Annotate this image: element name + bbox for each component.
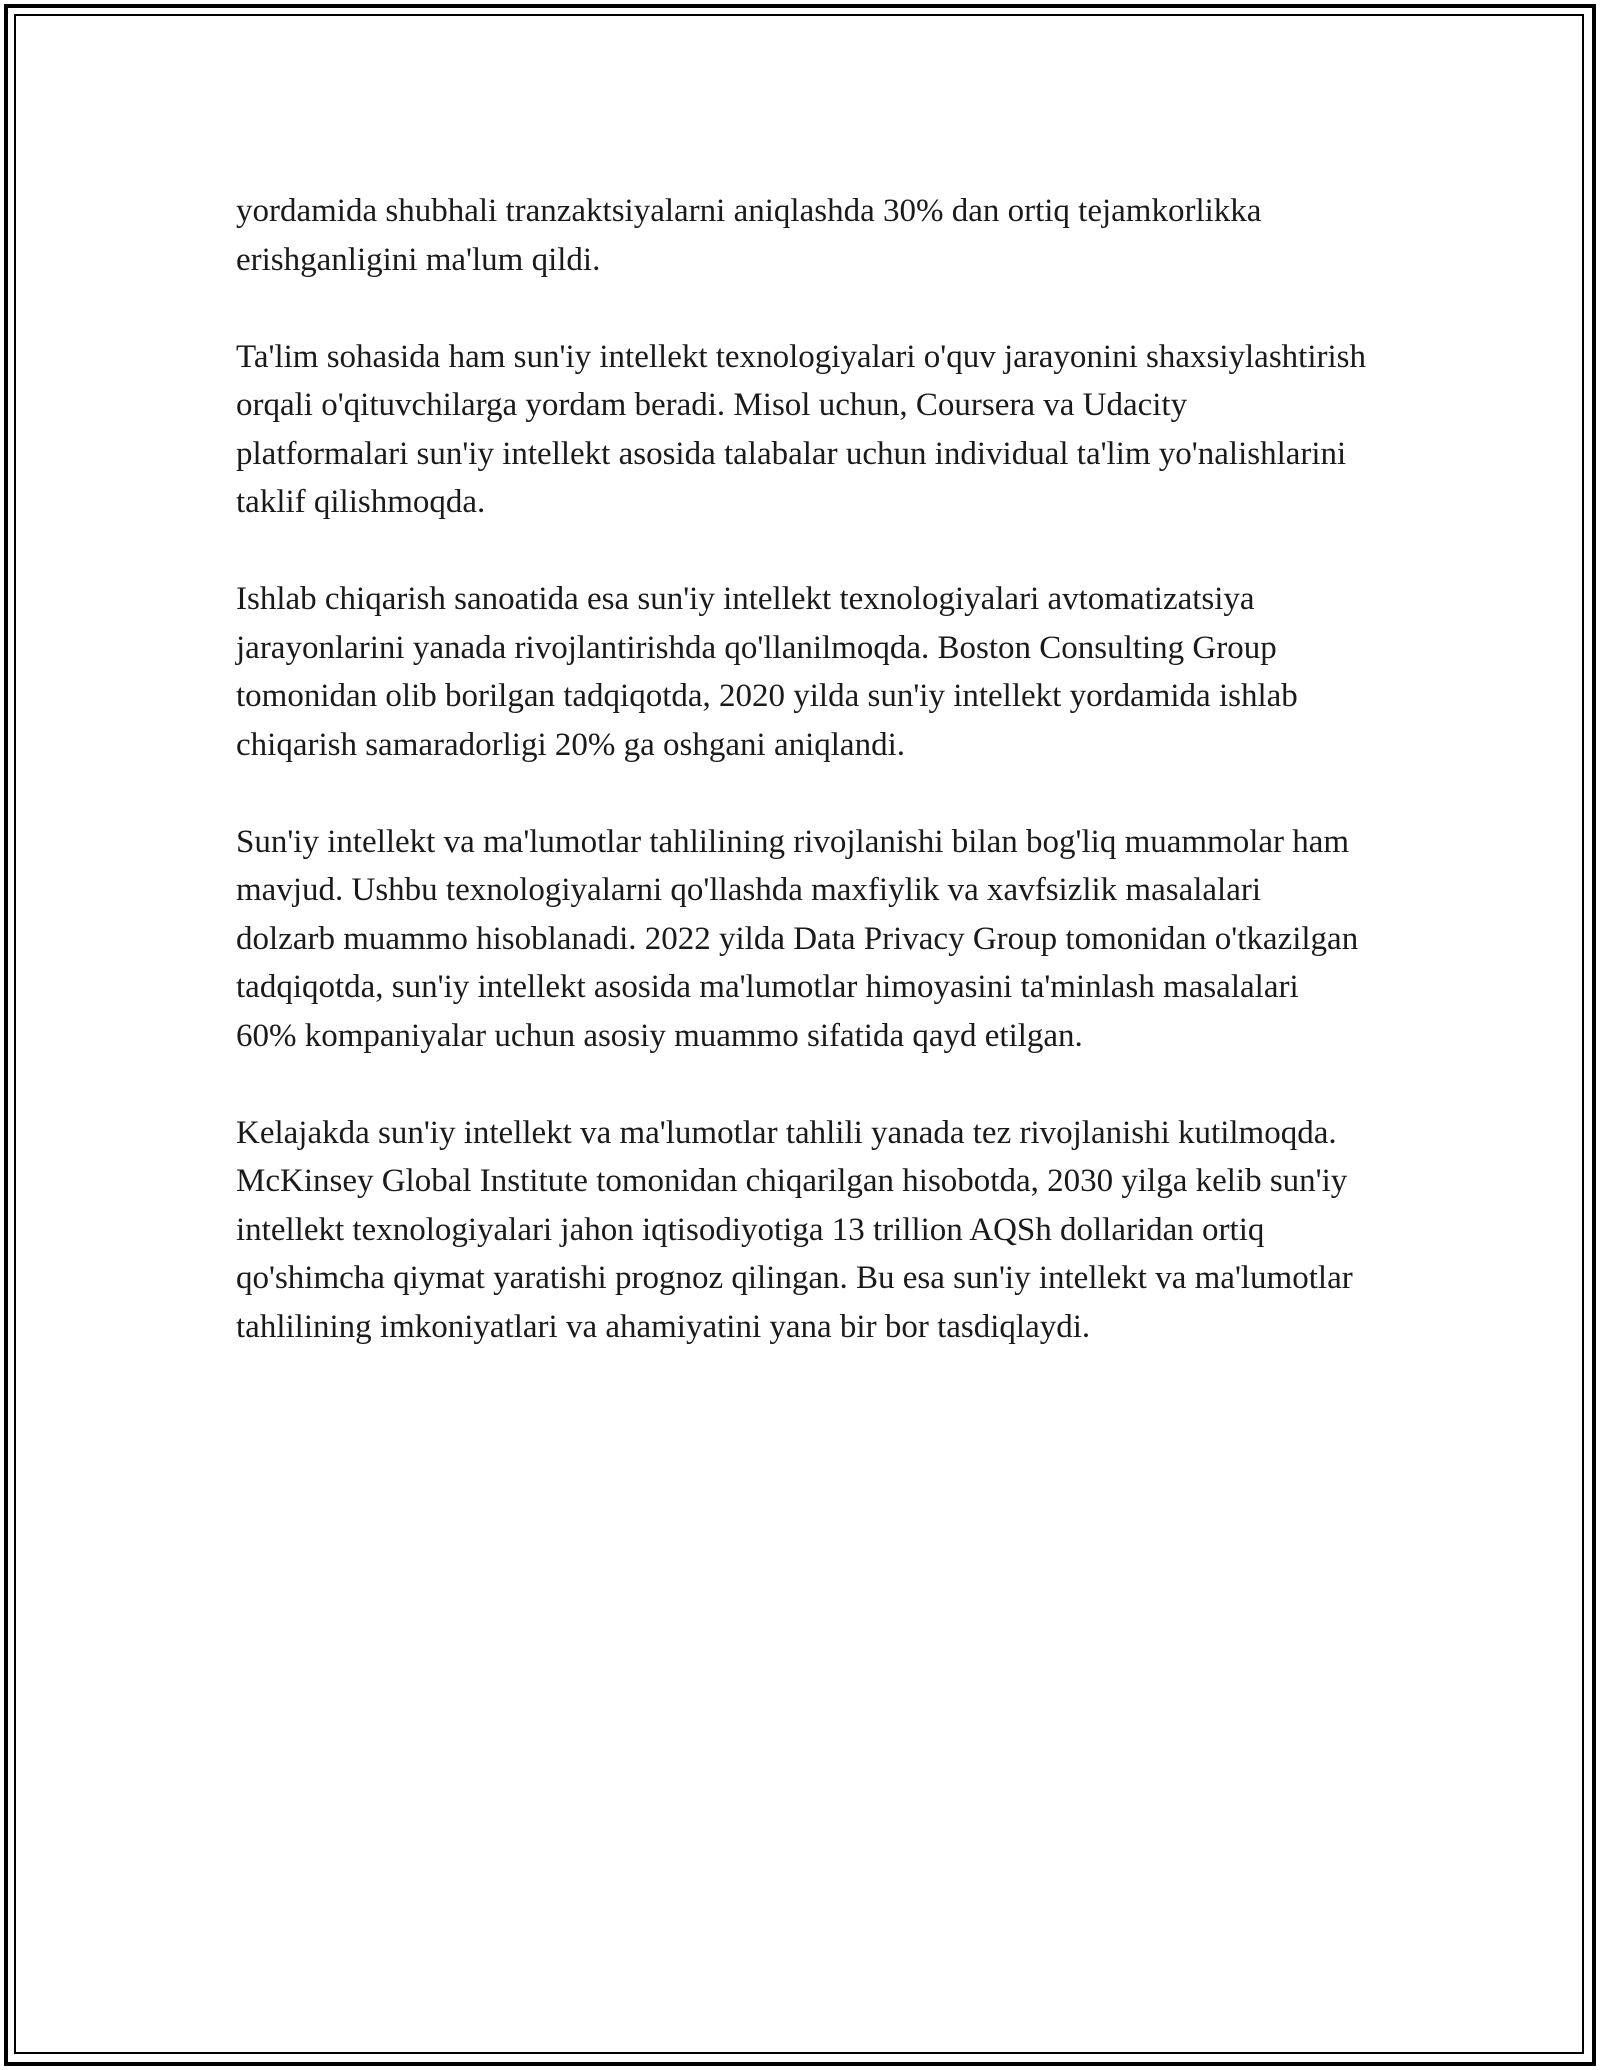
paragraph-manufacturing: Ishlab chiqarish sanoatida esa sun'iy intellekt texnologiyalari avtomatizatsiya jarayonlarini yanada rivojlantirishda qo'llanilmoqda. Boston Consulting Group tomonidan olib borilgan tadqiqotda, 2020 yilda sun'iy intellekt yordamida ishlab chiqarish samaradorligi 20% ga oshgani aniqlandi. <box>236 581 1298 763</box>
paragraph-fraud-detection: yordamida shubhali tranzaktsiyalarni aniqlashda 30% dan ortiq tejamkorlikka erishganligini ma'lum qildi. <box>236 193 1262 278</box>
paragraph-education: Ta'lim sohasida ham sun'iy intellekt texnologiyalari o'quv jarayonini shaxsiylashtirish orqali o'qituvchilarga yordam beradi. Misol uchun, Coursera va Udacity platformalari sun'iy intellekt asosida talabalar uchun individual ta'lim yo'nalishlarini taklif qilishmoqda. <box>236 338 1367 520</box>
document-body <box>236 187 1366 1400</box>
paragraph-privacy-challenges: Sun'iy intellekt va ma'lumotlar tahlilining rivojlanishi bilan bog'liq muammolar ham mavjud. Ushbu texnologiyalarni qo'llashda maxfiylik va xavfsizlik masalalari dolzarb muammo hisoblanadi. 2022 yilda Data Privacy Group tomonidan o'tkazilgan tadqiqotda, sun'iy intellekt asosida ma'lumotlar himoyasini ta'minlash masalalari 60% kompaniyalar uchun asosiy muammo sifatida qayd etilgan. <box>236 823 1359 1054</box>
paragraph-future-outlook: Kelajakda sun'iy intellekt va ma'lumotlar tahlili yanada tez rivojlanishi kutilmoqda. McKinsey Global Institute tomonidan chiqarilgan hisobotda, 2030 yilga kelib sun'iy intellekt texnologiyalari jahon iqtisodiyotiga 13 trillion AQSh dollaridan ortiq qo'shimcha qiymat yaratishi prognoz qilingan. Bu esa sun'iy intellekt va ma'lumotlar tahlilining imkoniyatlari va ahamiyatini yana bir bor tasdiqlaydi. <box>236 1114 1353 1345</box>
